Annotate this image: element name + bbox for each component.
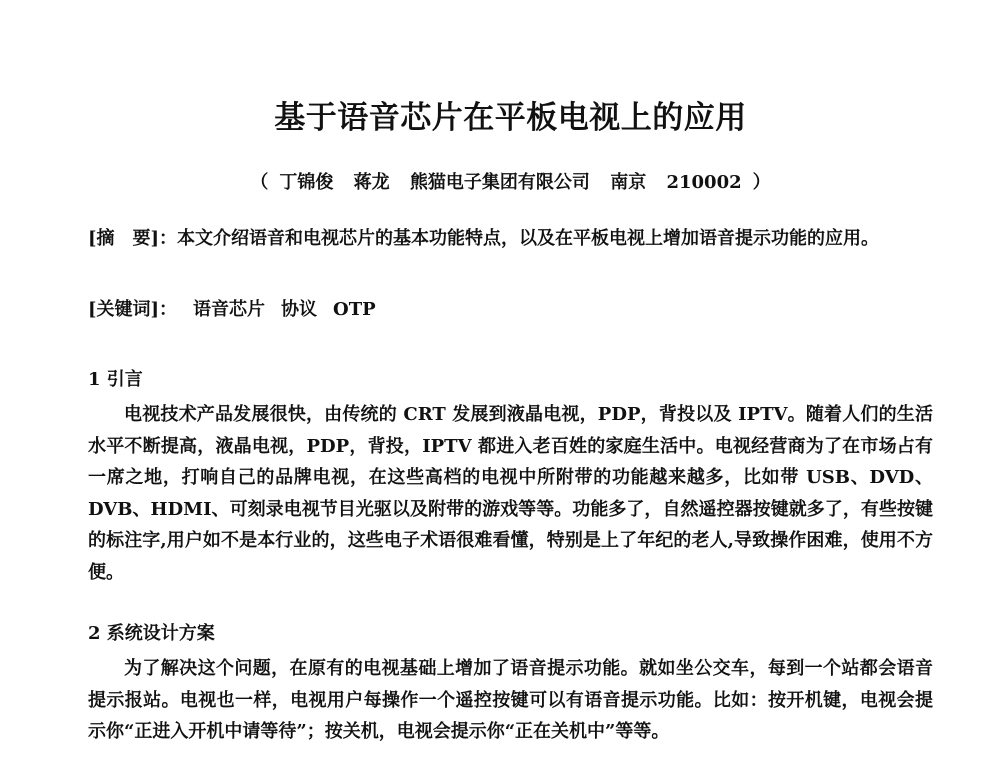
city: 南京 [610,172,647,193]
section-heading: 2 系统设计方案 [88,623,215,644]
author-name: 丁锦俊 [279,172,334,193]
abstract [88,222,933,256]
open-paren: （ [250,172,269,193]
keyword: 协议 [281,299,318,320]
section-heading: 1 引言 [88,369,143,390]
keywords-label: [关键词]： [88,299,178,320]
postcode: 210002 [666,172,742,193]
keyword: 语音芯片 [193,299,266,320]
affiliation: 熊猫电子集团有限公司 [409,172,590,193]
close-paren: ） [752,172,771,193]
section-paragraph: 电视技术产品发展很快，由传统的 CRT 发展到液晶电视，PDP，背投以及 IPTV。随着人们的生活水平不断提高，液晶电视，PDP，背投，IPTV 都进入老百姓的家庭生活中。电视经营商为了在市场占有一席之地，打响自己的品牌电视，在这些高档的电视中所附带的功能越来越多，比如带 USB、DVD、DVB、HDMI、可刻录电视节目光驱以及附带的游戏等等。功能多了，自然遥控器按键就多了，有些按键的标注字,用户如不是本行业的，这些电子术语很难看懂，特别是上了年纪的老人,导致操作困难，使用不方便。 [88,404,933,583]
abstract-label: [摘 要]： [88,228,178,249]
keyword: OTP [333,299,376,320]
abstract-text: 本文介绍语音和电视芯片的基本功能特点，以及在平板电视上增加语音提示功能的应用。 [177,228,880,249]
author-affiliation-line [88,170,933,196]
paper-title: 基于语音芯片在平板电视上的应用 [274,100,747,136]
section-paragraph: 为了解决这个问题，在原有的电视基础上增加了语音提示功能。就如坐公交车，每到一个站都会语音提示报站。电视也一样，电视用户每操作一个遥控按键可以有语音提示功能。比如：按开机键，电视会提示你“正进入开机中请等待”；按关机，电视会提示你“正在关机中”等等。 [88,658,933,742]
author-name: 蒋龙 [353,172,390,193]
keywords [88,293,933,327]
